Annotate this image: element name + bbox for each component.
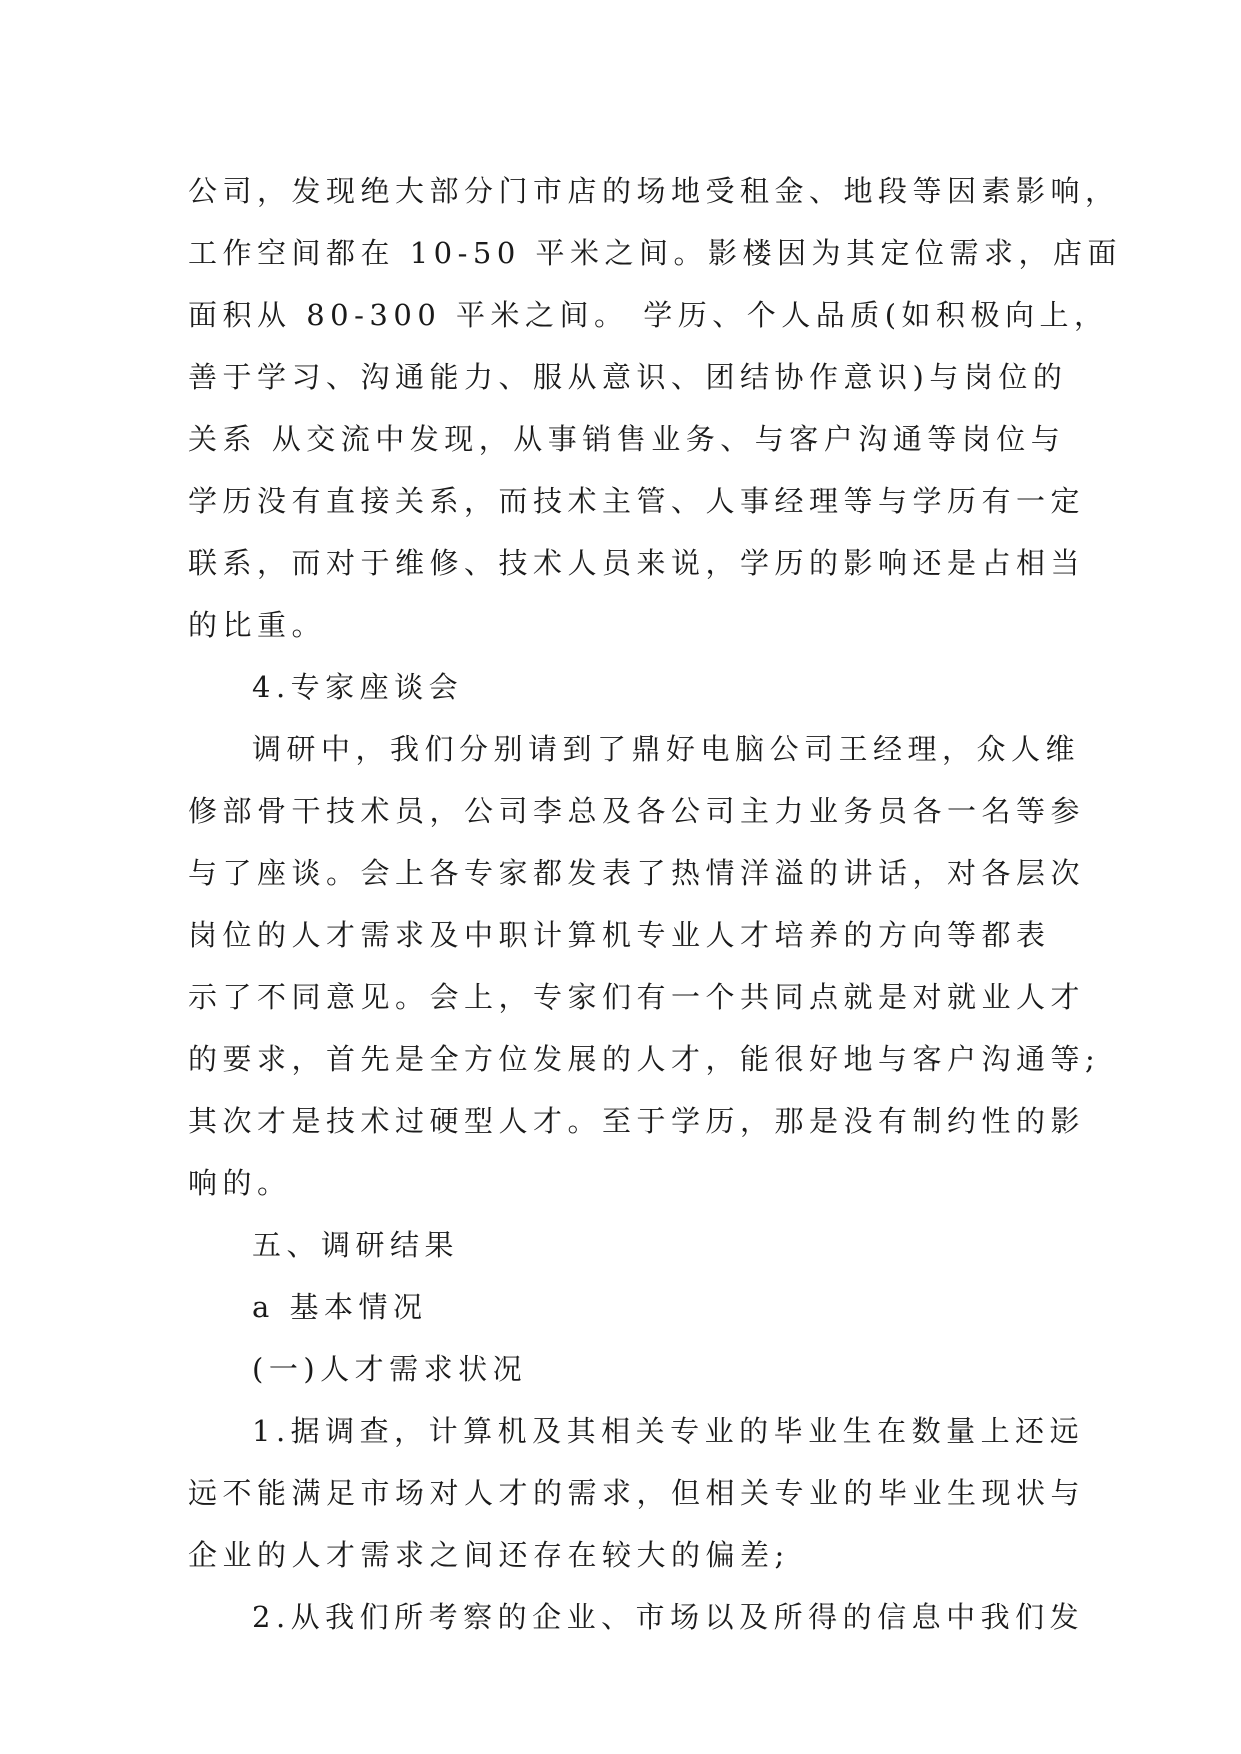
text-line: 响的。 [188,1166,292,1200]
text-line: 联系，而对于维修、技术人员来说，学历的影响还是占相当 [188,546,1086,580]
text-line: 工作空间都在 10-50 平米之间。影楼因为其定位需求，店面 [188,236,1123,270]
subsection-heading: (一)人才需求状况 [252,1352,528,1386]
text-line: 的要求，首先是全方位发展的人才，能很好地与客户沟通等; [188,1042,1101,1076]
text-line: 企业的人才需求之间还存在较大的偏差; [188,1538,790,1572]
text-line: 与了座谈。会上各专家都发表了热情洋溢的讲话，对各层次 [188,856,1086,890]
text-line: 学历没有直接关系，而技术主管、人事经理等与学历有一定 [188,484,1086,518]
paragraph-start: 调研中，我们分别请到了鼎好电脑公司王经理，众人维 [252,732,1081,766]
paragraph-start: 2.从我们所考察的企业、市场以及所得的信息中我们发 [252,1600,1085,1634]
text-line: 岗位的人才需求及中职计算机专业人才培养的方向等都表 [188,918,1051,952]
section-heading: 4.专家座谈会 [252,670,464,704]
text-line: 善于学习、沟通能力、服从意识、团结协作意识)与岗位的 [188,360,1068,394]
text-line: 面积从 80-300 平米之间。 学历、个人品质(如积极向上， [188,298,1109,332]
document-body [188,160,1123,1648]
text-line: 示了不同意见。会上，专家们有一个共同点就是对就业人才 [188,980,1086,1014]
text-line: 其次才是技术过硬型人才。至于学历，那是没有制约性的影 [188,1104,1086,1138]
section-heading: 五、调研结果 [252,1228,460,1262]
text-line: 的比重。 [188,608,327,642]
text-line: 修部骨干技术员，公司李总及各公司主力业务员各一名等参 [188,794,1086,828]
subsection-heading: a 基本情况 [252,1290,428,1324]
text-line: 远不能满足市场对人才的需求，但相关专业的毕业生现状与 [188,1476,1086,1510]
text-line: 关系 从交流中发现，从事销售业务、与客户沟通等岗位与 [188,422,1066,456]
text-line: 公司，发现绝大部分门市店的场地受租金、地段等因素影响， [188,174,1120,208]
paragraph-start: 1.据调查，计算机及其相关专业的毕业生在数量上还远 [252,1414,1085,1448]
